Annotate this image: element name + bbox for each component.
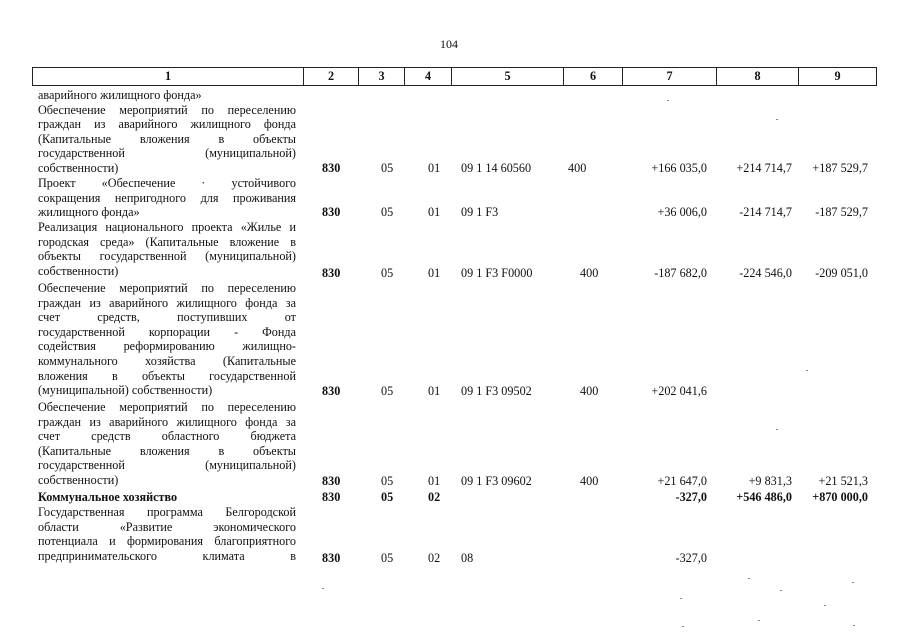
description-line: граждан из аварийного жилищного фонда	[38, 117, 296, 132]
description-line: сокращения непригодного для проживания	[38, 190, 296, 205]
row-description	[38, 176, 296, 220]
description-line: области «Развитие экономического	[38, 519, 296, 534]
amount-col9: -209 051,0	[815, 266, 868, 280]
target-article-code: 09 1 14 60560	[461, 161, 532, 175]
description-line: собственности)	[38, 263, 119, 278]
target-article-code: 09 1 F3 F0000	[461, 266, 533, 280]
description-line: граждан из аварийного жилищного фонда за	[38, 295, 296, 310]
description-line: коммунального хозяйства (Капитальные	[38, 353, 296, 368]
grbs-code: 830	[322, 266, 341, 280]
grbs-code: 830	[322, 161, 341, 175]
description-line: Реализация национального проекта «Жилье и	[38, 220, 296, 234]
description-line: Обеспечение мероприятий по переселению	[38, 102, 296, 117]
column-header-1: 1	[164, 69, 172, 83]
description-line: (Капитальные вложения в объекты	[38, 443, 296, 458]
description-line: объекты государственной (муниципальной)	[38, 249, 296, 264]
amount-col7: -327,0	[675, 490, 707, 504]
amount-col7: -327,0	[675, 551, 707, 565]
row-description	[38, 220, 296, 278]
section-code: 05	[381, 205, 394, 219]
description-line: аварийного жилищного фонда»	[38, 88, 202, 102]
subsection-code: 01	[428, 161, 441, 175]
target-article-code: 09 1 F3 09502	[461, 384, 532, 398]
section-code: 05	[381, 551, 394, 565]
target-article-code: 09 1 F3	[461, 205, 499, 219]
description-line: государственной корпорации - Фонда	[38, 324, 296, 339]
row-description	[38, 88, 296, 176]
description-line: содействия реформированию жилищно-	[38, 339, 296, 354]
table-header	[32, 67, 877, 86]
amount-col7: -187 682,0	[654, 266, 707, 280]
amount-col8: -224 546,0	[739, 266, 792, 280]
amount-col8: +9 831,3	[748, 474, 792, 488]
description-line: потенциала и формирования благоприятного	[38, 534, 296, 549]
description-line: (Капитальные вложения в объекты	[38, 131, 296, 146]
expense-type-code: 400	[580, 474, 599, 488]
column-header-4: 4	[404, 68, 451, 85]
grbs-code: 830	[322, 551, 341, 565]
section-code: 05	[381, 161, 394, 175]
column-header-8: 8	[716, 68, 798, 85]
page-number: 104	[440, 37, 458, 51]
column-header-7: 7	[622, 68, 716, 85]
expense-type-code: 400	[580, 384, 599, 398]
description-line: государственной (муниципальной)	[38, 458, 296, 473]
description-line: предпринимательского климата в	[38, 548, 296, 563]
subsection-code: 01	[428, 384, 441, 398]
section-code: 05	[381, 490, 394, 504]
column-header-6: 6	[563, 68, 622, 85]
section-code: 05	[381, 266, 394, 280]
amount-col7: +36 006,0	[657, 205, 707, 219]
subsection-code: 01	[428, 205, 441, 219]
amount-col8: -214 714,7	[739, 205, 792, 219]
grbs-code: 830	[322, 205, 341, 219]
amount-col9: +870 000,0	[812, 490, 868, 504]
subsection-code: 02	[428, 490, 441, 504]
expense-type-code: 400	[580, 266, 599, 280]
row-description	[38, 281, 296, 398]
column-header-3: 3	[358, 68, 404, 85]
amount-col7: +202 041,6	[651, 384, 707, 398]
amount-col9: +187 529,7	[812, 161, 868, 175]
amount-col9: +21 521,3	[818, 474, 868, 488]
grbs-code: 830	[322, 384, 341, 398]
amount-col8: +214 714,7	[736, 161, 792, 175]
section-code: 05	[381, 384, 394, 398]
column-header-5: 5	[451, 68, 563, 85]
description-line: городская среда» (Капитальные вложение в	[38, 234, 296, 249]
description-line: Обеспечение мероприятий по переселению	[38, 281, 296, 295]
row-description	[38, 400, 296, 488]
target-article-code: 08	[461, 551, 474, 565]
description-line: собственности)	[38, 160, 119, 175]
description-line: (муниципальной) собственности)	[38, 383, 213, 398]
row-description	[38, 490, 296, 505]
description-line: счет средств областного бюджета	[38, 429, 296, 444]
subsection-code: 01	[428, 266, 441, 280]
description-line: собственности)	[38, 472, 119, 487]
grbs-code: 830	[322, 474, 341, 488]
amount-col7: +166 035,0	[651, 161, 707, 175]
subsection-code: 02	[428, 551, 441, 565]
row-description	[38, 505, 296, 563]
description-line: жилищного фонда»	[38, 205, 140, 220]
description-line: вложения в объекты государственной	[38, 368, 296, 383]
description-line: счет средств, поступивших от	[38, 310, 296, 325]
description-line: граждан из аварийного жилищного фонда за	[38, 414, 296, 429]
description-line: государственной (муниципальной)	[38, 146, 296, 161]
section-code: 05	[381, 474, 394, 488]
subsection-code: 01	[428, 474, 441, 488]
amount-col7: +21 647,0	[657, 474, 707, 488]
target-article-code: 09 1 F3 09602	[461, 474, 532, 488]
description-line: Государственная программа Белгородской	[38, 505, 296, 519]
column-header-9: 9	[798, 68, 876, 85]
description-line: Коммунальное хозяйство	[38, 490, 178, 504]
description-line: Проект «Обеспечение · устойчивого	[38, 176, 296, 190]
expense-type-code: 400	[568, 161, 587, 175]
grbs-code: 830	[322, 490, 341, 504]
amount-col8: +546 486,0	[736, 490, 792, 504]
column-header-2: 2	[303, 68, 358, 85]
description-line: Обеспечение мероприятий по переселению	[38, 400, 296, 414]
amount-col9: -187 529,7	[815, 205, 868, 219]
